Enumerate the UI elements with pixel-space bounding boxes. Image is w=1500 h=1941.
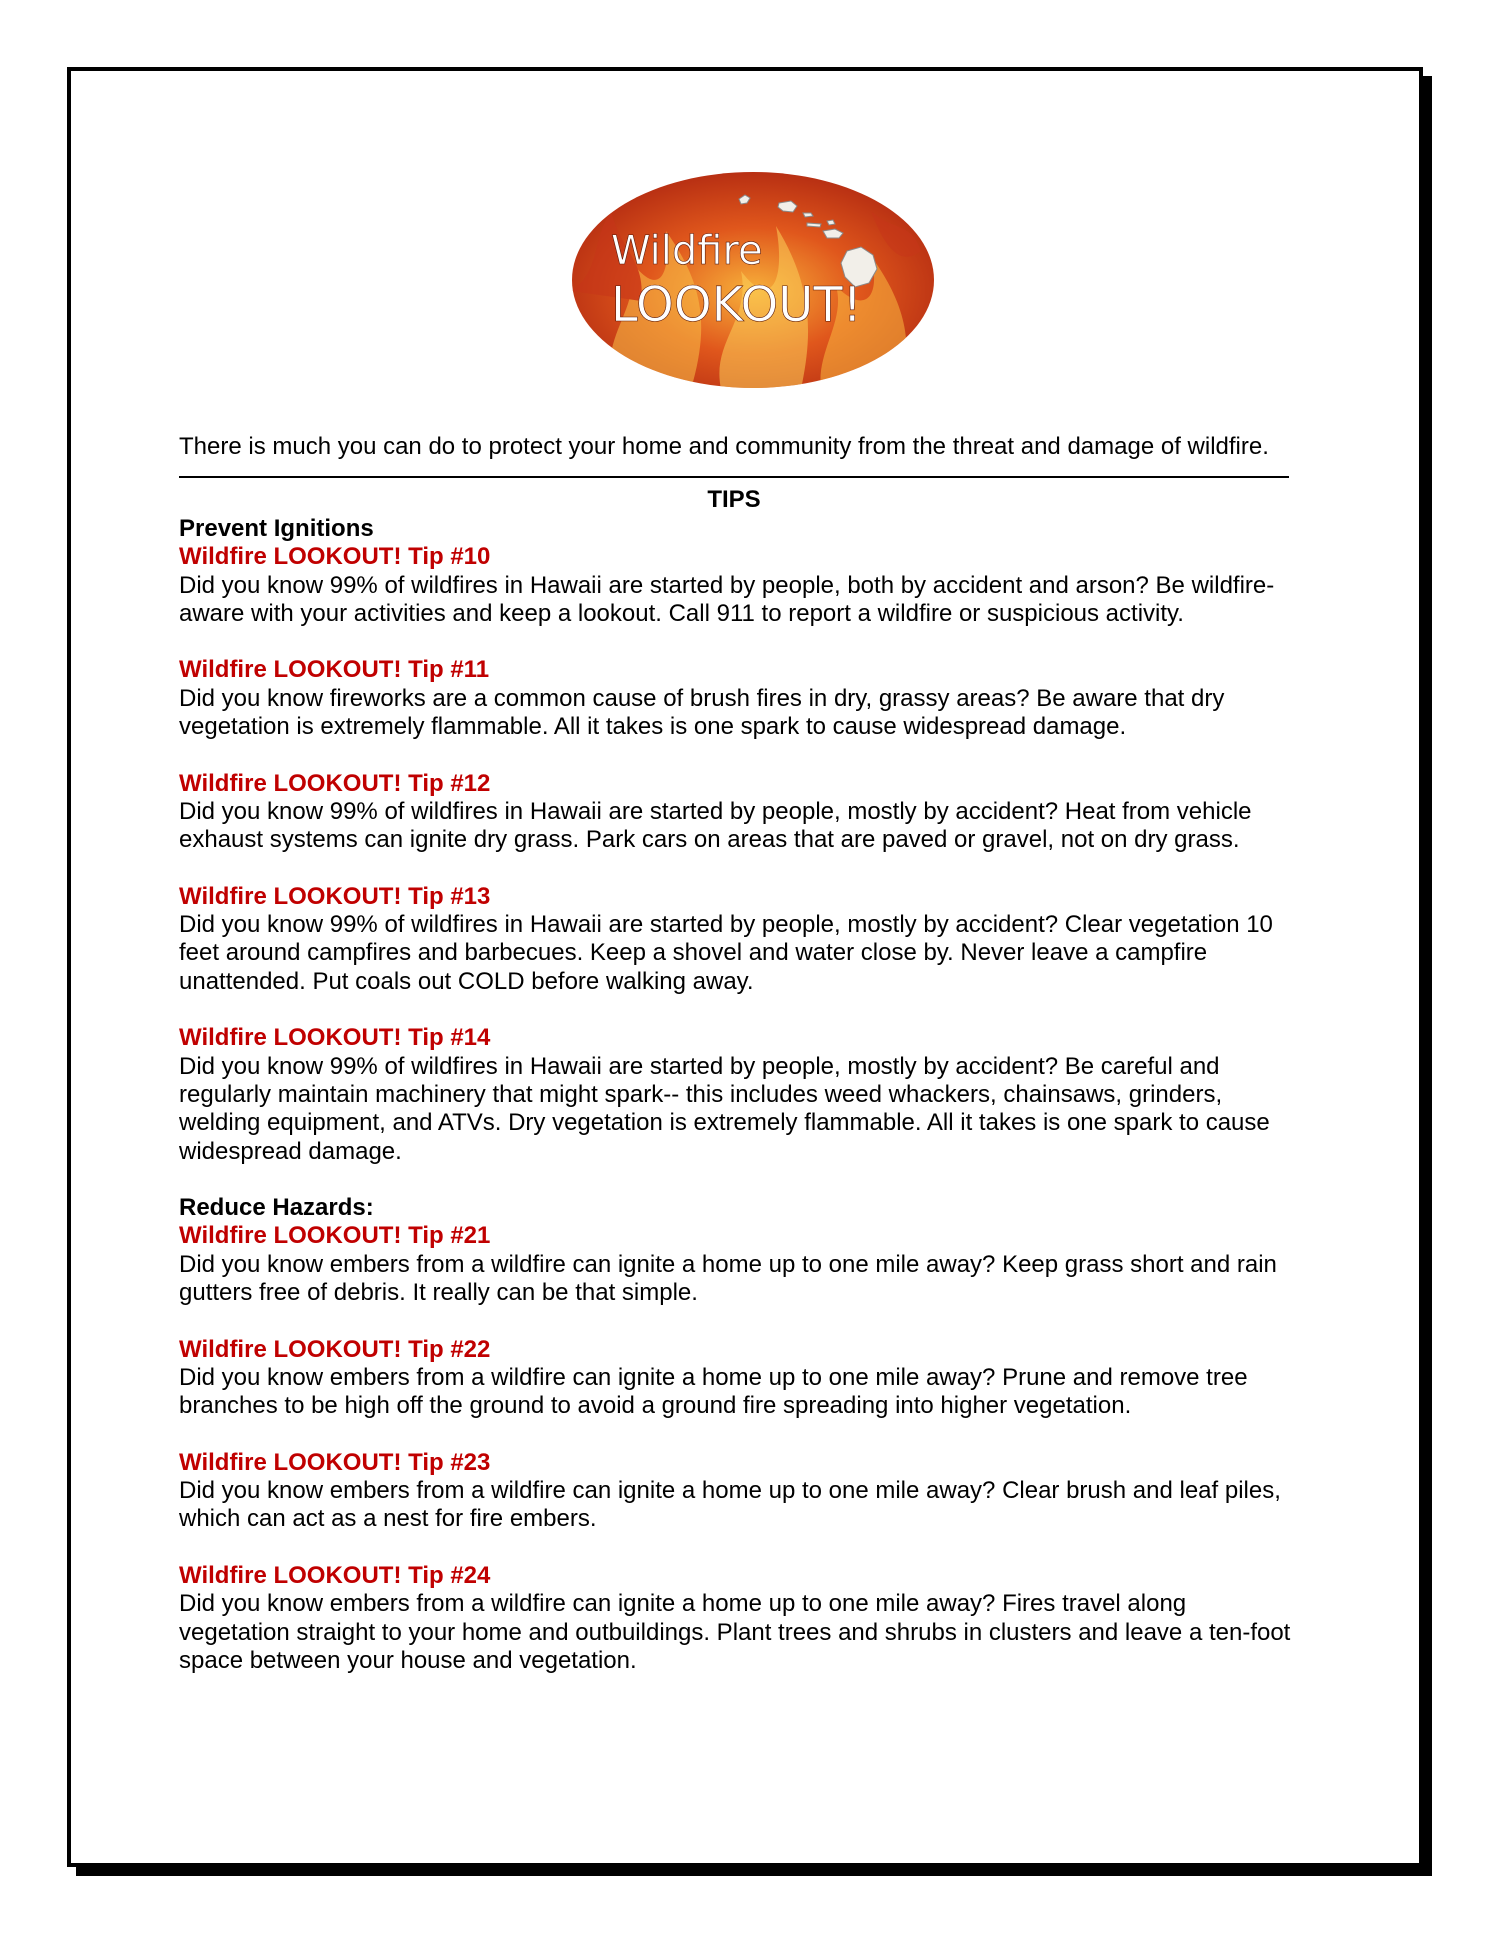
logo-text-wildfire: Wildfire xyxy=(611,228,763,274)
tip-item xyxy=(179,1449,1329,1534)
tip-body-line: widespread damage. xyxy=(179,1137,402,1165)
tip-body-line: Did you know 99% of wildfires in Hawaii are started by people, mostly by accident? Be careful and xyxy=(179,1052,1220,1080)
intro-text: There is much you can do to protect your home and community from the threat and damage of wildfire. xyxy=(179,433,1269,460)
tip-title: Wildfire LOOKOUT! Tip #24 xyxy=(179,1561,491,1589)
page-frame xyxy=(67,67,1423,1867)
section-title: Prevent Ignitions xyxy=(179,515,374,542)
tips-content xyxy=(179,515,1329,1703)
tip-body-line: Did you know embers from a wildfire can ignite a home up to one mile away? Clear brush and leaf piles, xyxy=(179,1477,1281,1505)
tip-body-line: space between your house and vegetation. xyxy=(179,1646,637,1674)
tip-item xyxy=(179,1336,1329,1421)
tip-body-line: feet around campfires and barbecues. Keep a shovel and water close by. Never leave a campfire xyxy=(179,939,1208,967)
tip-title: Wildfire LOOKOUT! Tip #14 xyxy=(179,1024,491,1052)
tip-body-line: vegetation is extremely flammable. All it takes is one spark to cause widespread damage. xyxy=(179,713,1127,741)
tip-body-line: exhaust systems can ignite dry grass. Park cars on areas that are paved or gravel, not on dry grass. xyxy=(179,826,1240,854)
tip-item xyxy=(179,883,1329,996)
tip-body-line: Did you know fireworks are a common cause of brush fires in dry, grassy areas? Be aware that dry xyxy=(179,684,1225,712)
logo-text-lookout: LOOKOUT! xyxy=(611,277,862,333)
tip-body-line: regularly maintain machinery that might spark-- this includes weed whackers, chainsaws, grinders, xyxy=(179,1080,1223,1108)
tip-title: Wildfire LOOKOUT! Tip #11 xyxy=(179,656,490,684)
tip-body-line: Did you know 99% of wildfires in Hawaii are started by people, mostly by accident? Heat from vehicle xyxy=(179,797,1252,825)
wildfire-lookout-logo xyxy=(571,171,935,389)
divider xyxy=(179,476,1289,478)
tip-body-line: welding equipment, and ATVs. Dry vegetation is extremely flammable. All it takes is one spark to cause xyxy=(179,1109,1270,1137)
tip-item xyxy=(179,770,1329,855)
tip-body-line: gutters free of debris. It really can be that simple. xyxy=(179,1279,698,1307)
tip-title: Wildfire LOOKOUT! Tip #23 xyxy=(179,1448,491,1476)
tip-body-line: branches to be high off the ground to avoid a ground fire spreading into higher vegetation. xyxy=(179,1392,1132,1420)
tip-body-line: unattended. Put coals out COLD before walking away. xyxy=(179,967,754,995)
tip-item xyxy=(179,1222,1329,1307)
tips-heading: TIPS xyxy=(707,486,761,513)
tip-title: Wildfire LOOKOUT! Tip #10 xyxy=(179,543,491,571)
tip-body-line: Did you know embers from a wildfire can ignite a home up to one mile away? Prune and remove tree xyxy=(179,1363,1248,1391)
tip-body-line: vegetation straight to your home and outbuildings. Plant trees and shrubs in clusters and leave a ten-foot xyxy=(179,1618,1291,1646)
tip-item xyxy=(179,656,1329,741)
tip-body-line: which can act as a nest for fire embers. xyxy=(179,1505,597,1533)
section-title: Reduce Hazards: xyxy=(179,1194,374,1222)
tip-item xyxy=(179,543,1329,628)
tip-title: Wildfire LOOKOUT! Tip #13 xyxy=(179,882,491,910)
tip-item xyxy=(179,1562,1329,1675)
tip-body-line: Did you know 99% of wildfires in Hawaii are started by people, both by accident and arson? Be wildfire- xyxy=(179,571,1275,599)
tip-body-line: aware with your activities and keep a lookout. Call 911 to report a wildfire or suspicious activity. xyxy=(179,599,1184,627)
tip-title: Wildfire LOOKOUT! Tip #22 xyxy=(179,1335,491,1363)
tip-title: Wildfire LOOKOUT! Tip #12 xyxy=(179,769,491,797)
tip-title: Wildfire LOOKOUT! Tip #21 xyxy=(179,1222,491,1250)
tip-body-line: Did you know embers from a wildfire can ignite a home up to one mile away? Keep grass short and rain xyxy=(179,1250,1277,1278)
tip-body-line: Did you know embers from a wildfire can ignite a home up to one mile away? Fires travel along xyxy=(179,1590,1187,1618)
tip-body-line: Did you know 99% of wildfires in Hawaii are started by people, mostly by accident? Clear vegetation 10 xyxy=(179,911,1273,939)
tip-item xyxy=(179,1024,1329,1165)
